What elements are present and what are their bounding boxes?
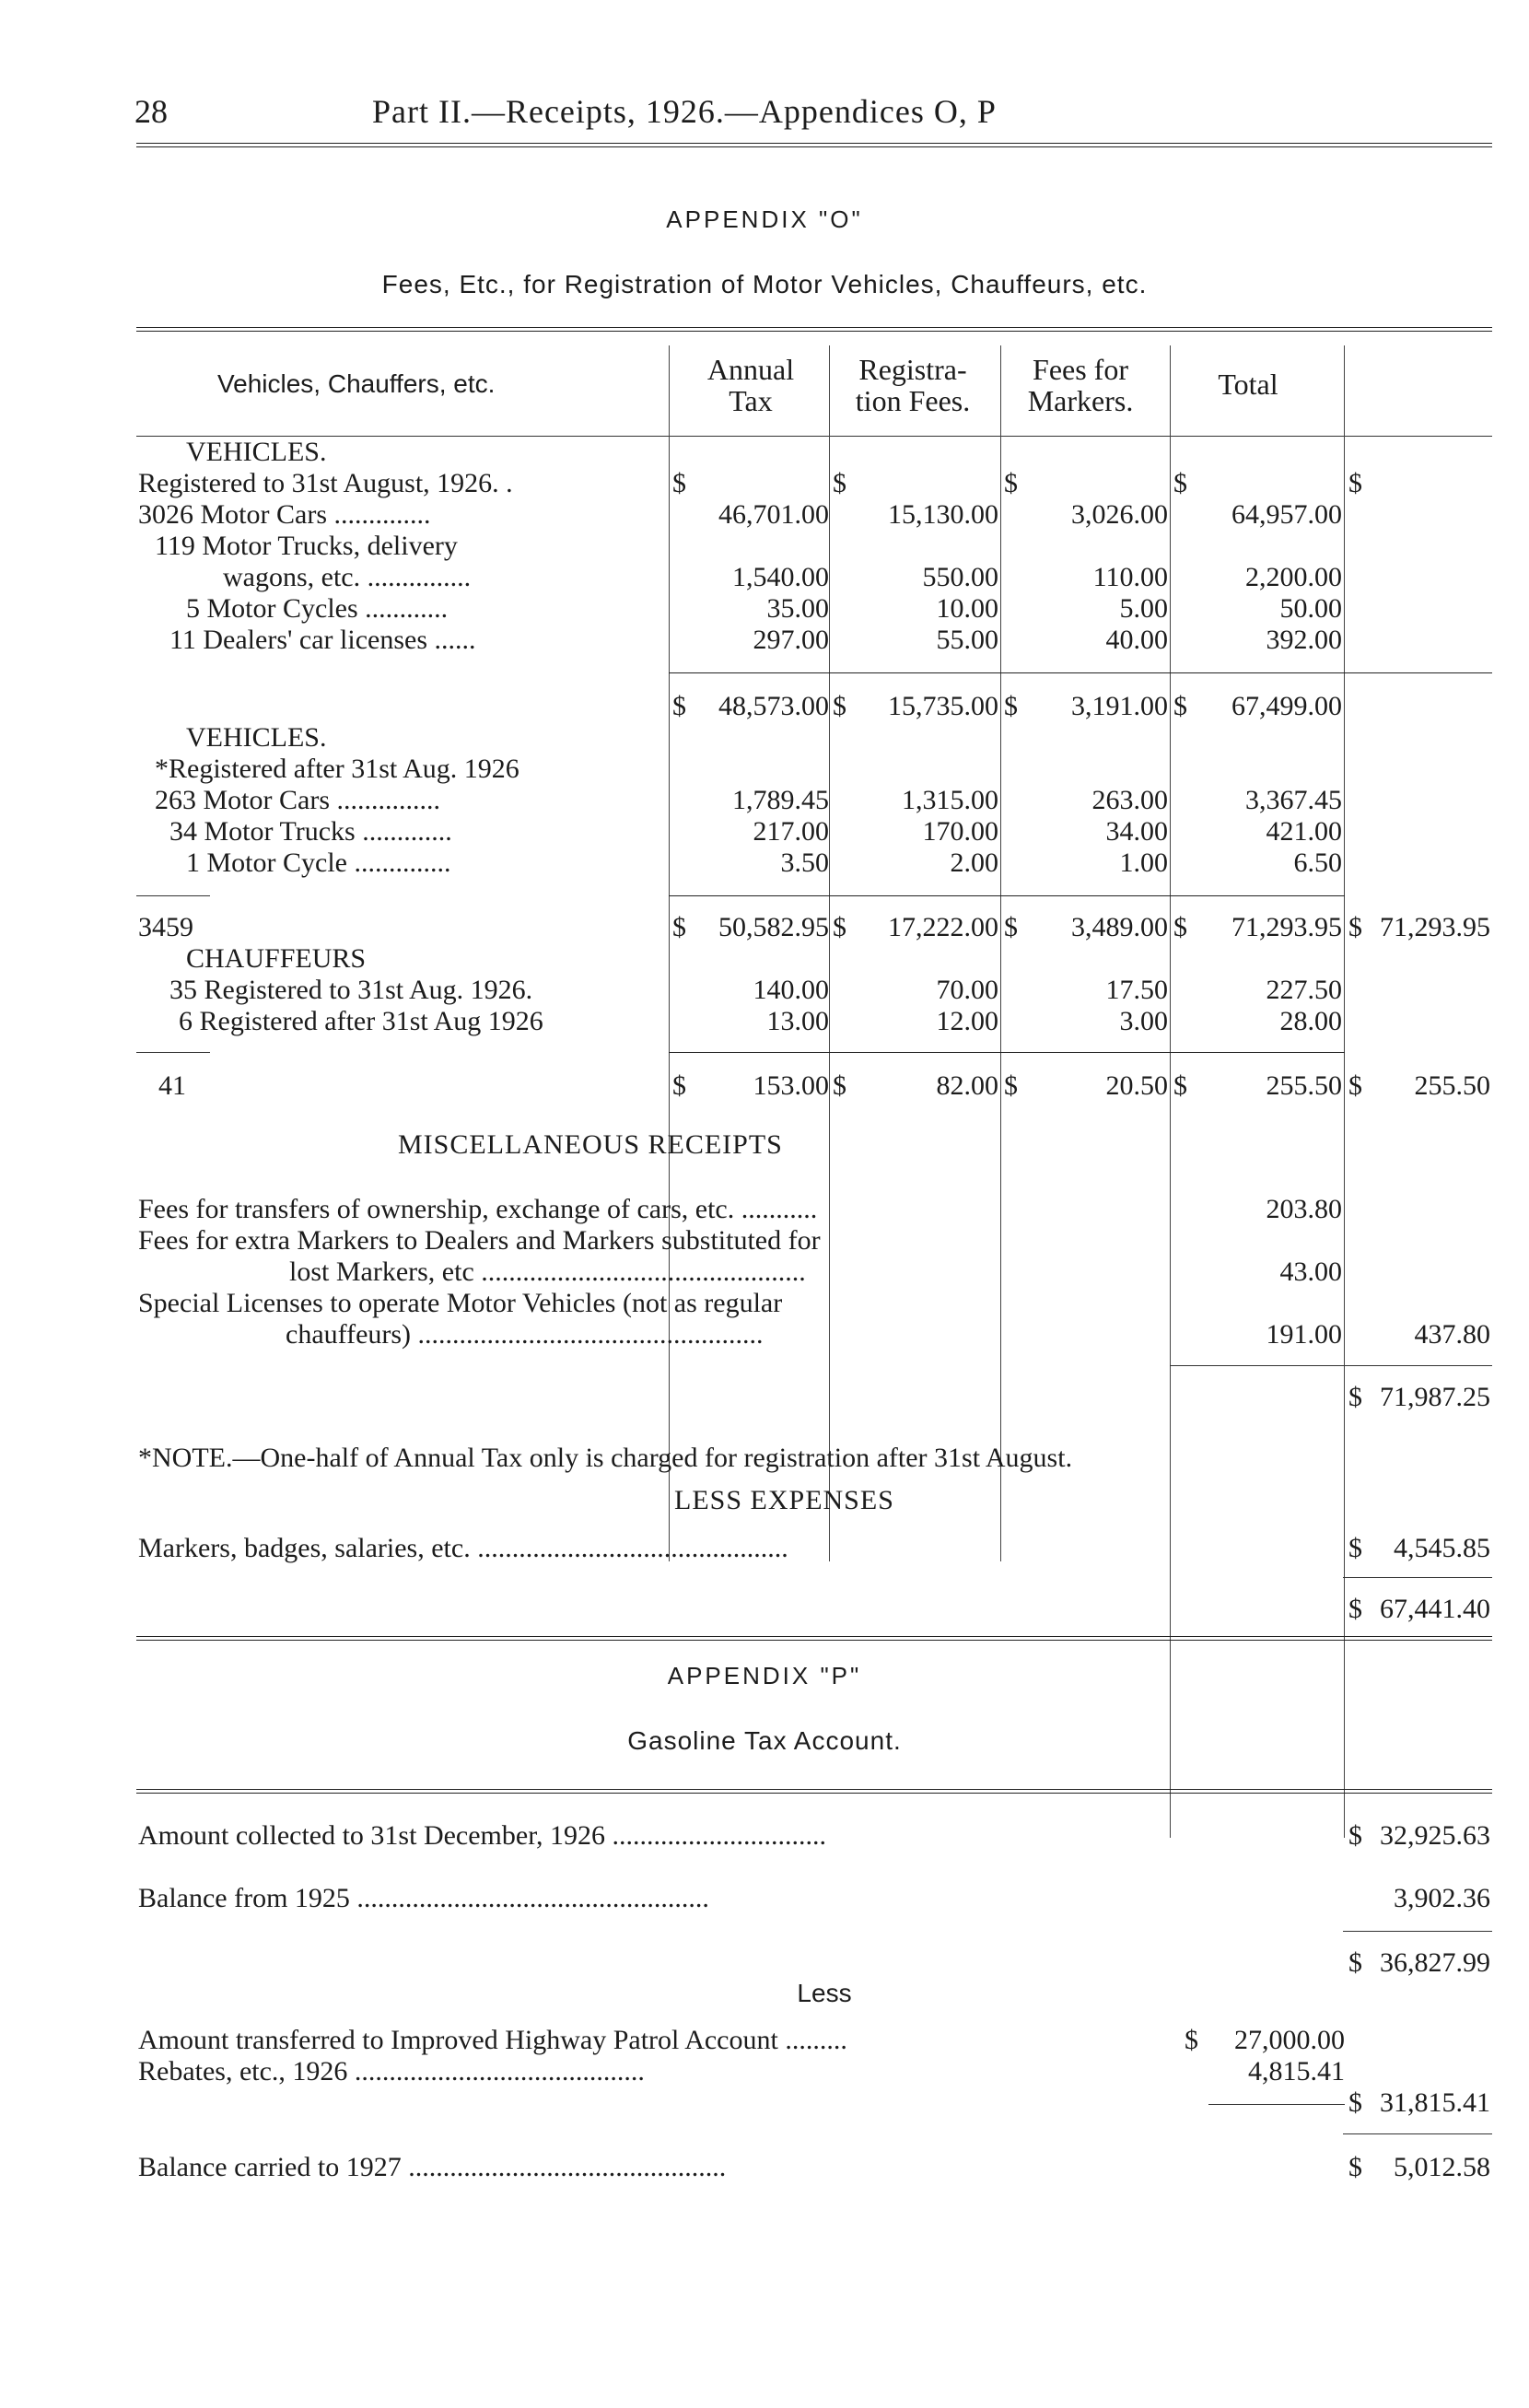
currency-sign: $: [1348, 2087, 1362, 2118]
currency-sign: $: [1348, 1947, 1362, 1978]
table-row-label: 3026 Motor Cars ..............: [138, 499, 431, 530]
currency-sign: $: [833, 912, 846, 942]
currency-sign: $: [672, 1070, 686, 1101]
chauffeurs-registration: 82.00: [936, 1070, 998, 1101]
subtotal-registration: 15,735.00: [888, 691, 998, 721]
currency-sign: $: [1004, 1070, 1018, 1101]
currency-sign: $: [672, 912, 686, 942]
transferred-amount: 27,000.00: [1234, 2025, 1345, 2055]
currency-sign: $: [1173, 691, 1187, 721]
misc-row-label: Fees for transfers of ownership, exchange of cars, etc. ...........: [138, 1194, 818, 1224]
currency-sign: $: [1173, 468, 1187, 498]
net-total: 67,441.40: [1380, 1594, 1490, 1624]
currency-sign: $: [1348, 912, 1362, 942]
misc-amount: 191.00: [1266, 1319, 1342, 1350]
markers-cell: 110.00: [1092, 562, 1168, 592]
grand-rule: [1170, 1365, 1492, 1366]
rebates-label: Rebates, etc., 1926 ..........................................: [138, 2056, 645, 2087]
registration-cell: 550.00: [922, 562, 998, 592]
currency-sign: $: [1173, 912, 1187, 942]
collected-amount: 32,925.63: [1380, 1820, 1490, 1851]
total-cell: 50.00: [1279, 593, 1342, 624]
currency-sign: $: [1348, 1820, 1362, 1851]
currency-sign: $: [1185, 2025, 1198, 2055]
currency-sign: $: [672, 468, 686, 498]
total-cell: 28.00: [1279, 1006, 1342, 1036]
column-header-registration: Registra-: [858, 353, 967, 386]
annual-tax-cell: 1,789.45: [732, 785, 829, 815]
total-cell: 392.00: [1266, 625, 1342, 655]
chauffeurs-markers: 20.50: [1105, 1070, 1168, 1101]
annual-tax-cell: 140.00: [753, 975, 829, 1005]
page: 28 Part II.—Receipts, 1926.—Appendices O, P APPENDIX "O" Fees, Etc., for Registration of Motor Vehicles, Chauffeurs, etc. Vehicles, Chauffers, etc. Annual Tax Registra- tion Fees. Fees for Markers. Total VEHICLES. Registered to 31st August, 1926. . $ $ $ $ $ 3026 Motor Cars .............. 46,701.00 15,130.00 3,026.00 64,957.00 119 Motor Trucks, delivery wagons, etc. ............... 1,540.00 550.00 110.00 2,200.00 5 Motor Cycles ............ 35.00 10.00 5.00 50.00 11 Dealers' car licenses ...... 297.00 55.00 40.00 392.00 $ 48,573.00 $ 15,735.00 $ 3,191.00 $ 67,499.00 VEHICLES. *Registered after 31st Aug. 1926 263 Motor Cars ............... 1,789.45 1,315.00 263.00 3,367.45 34 Motor Trucks ............. 217.00 170.00 34.00 421.00 1 Motor Cycle .............. 3.50 2.00 1.00 6.50 3459 $ 50,582.95 $ 17,222.00 $ 3,489.00 $ 71,293.95 $ 71,293.95 CHAUFFEURS 35 Registered to 31st Aug. 1926. 140.00 70.00 17.50 227.50 6 Registered after 31st Aug 1926 13.00 12.00 3.00 28.00 41 $ 153.00 $ 82.00 $ 20.50 $ 255.50 $ 255.50 MISCELLANEOUS RECEIPTS Fees for transfers of ownership, exchange of cars, etc. ........... 203.80 Fees for extra Markers to Dealers and Markers substituted for lost Markers, etc ............................................... 43.00 Special Licenses to operate Motor Vehicles (not as regular chauffeurs) .................................................. 191.00 437.80 $ 71,987.25 *NOTE.—One-half of Annual Tax only is charged for registration after 31st August. LESS EXPENSES Markers, badges, salaries, etc. ............................................. $ 4,545.85 $ 67,441.40 APPENDIX "P" Gasoline Tax Account. Amount collected to 31st December, 1926 ............................... $ 32,925.63 Balance from 1925 ................................................... 3,902.36 $ 36,827.99 Less Amount transferred to Improved Highway Patrol Account ......... $ 27,000.00 Rebates, etc., 1926 .......................................... 4,815.41 $ 31,815.41 Balance carried to 1927 .............................................. $ 5,012.58: [0, 0, 1529, 2408]
table-row-label: 34 Motor Trucks .............: [169, 816, 452, 847]
markers-cell: 5.00: [1119, 593, 1168, 624]
grand-column-vehicles: 71,293.95: [1380, 912, 1490, 942]
sub-label: *Registered after 31st Aug. 1926: [155, 754, 519, 784]
annual-tax-cell: 217.00: [753, 816, 829, 847]
column-header-annual-tax: Annual: [706, 353, 795, 386]
appendix-p-subtitle: Gasoline Tax Account.: [627, 1726, 902, 1755]
currency-sign: $: [833, 468, 846, 498]
table-row-label: 6 Registered after 31st Aug 1926: [179, 1006, 543, 1036]
annual-tax-cell: 3.50: [780, 847, 829, 878]
net-rule: [1343, 1577, 1492, 1578]
currency-sign: $: [1348, 1382, 1362, 1412]
vehicles-count: 3459: [138, 912, 193, 942]
grand-column-chauffeurs: 255.50: [1414, 1070, 1490, 1101]
total-cell: 64,957.00: [1231, 499, 1342, 530]
carried-label: Balance carried to 1927 ..............................................: [138, 2152, 727, 2182]
header-rule: [136, 143, 1492, 147]
section-label-vehicles: VEHICLES.: [186, 437, 327, 467]
chauffeurs-total: 255.50: [1266, 1070, 1342, 1101]
subtotal-rule: [669, 672, 1492, 673]
currency-sign: $: [1348, 2152, 1362, 2182]
markers-cell: 40.00: [1105, 625, 1168, 655]
section-label-vehicles: VEHICLES.: [186, 722, 327, 753]
currency-sign: $: [833, 1070, 846, 1101]
registration-cell: 1,315.00: [902, 785, 998, 815]
currency-sign: $: [1004, 691, 1018, 721]
annual-tax-cell: 46,701.00: [718, 499, 829, 530]
total-cell: 421.00: [1266, 816, 1342, 847]
currency-sign: $: [1348, 1070, 1362, 1101]
registration-cell: 15,130.00: [888, 499, 998, 530]
misc-row-label: Fees for extra Markers to Dealers and Markers substituted for: [138, 1225, 821, 1256]
currency-sign: $: [1004, 468, 1018, 498]
annual-tax-cell: 297.00: [753, 625, 829, 655]
table-row-label: 5 Motor Cycles ............: [186, 593, 449, 624]
misc-amount: 203.80: [1266, 1194, 1342, 1224]
annual-tax-cell: 1,540.00: [732, 562, 829, 592]
total-markers: 3,489.00: [1071, 912, 1168, 942]
table-row-label: 119 Motor Trucks, delivery: [155, 531, 458, 561]
total-cell: 6.50: [1293, 847, 1342, 878]
less-label: Less: [797, 1979, 852, 2007]
chauffeurs-tax: 153.00: [753, 1070, 829, 1101]
table-row-label: 11 Dealers' car licenses ......: [169, 625, 476, 655]
table-row-label: 1 Motor Cycle ..............: [186, 847, 451, 878]
grand-total: 71,987.25: [1380, 1382, 1490, 1412]
registration-cell: 55.00: [936, 625, 998, 655]
total-registration: 17,222.00: [888, 912, 998, 942]
total-rule: [669, 895, 1345, 896]
appendix-o-heading: APPENDIX "O": [666, 205, 863, 233]
footnote: *NOTE.—One-half of Annual Tax only is charged for registration after 31st August.: [138, 1443, 1073, 1473]
less-rule: [1208, 2104, 1345, 2105]
transferred-label: Amount transferred to Improved Highway Patrol Account .........: [138, 2025, 847, 2055]
currency-sign: $: [833, 691, 846, 721]
total-rule: [669, 1052, 1345, 1053]
sub-label: Registered to 31st August, 1926. .: [138, 468, 513, 498]
total-cell: 3,367.45: [1245, 785, 1342, 815]
currency-sign: $: [1348, 1533, 1362, 1563]
total-cell: 227.50: [1266, 975, 1342, 1005]
section-divider: [136, 1636, 1492, 1641]
chauffeurs-count: 41: [158, 1070, 186, 1101]
final-rule: [1343, 2133, 1492, 2134]
collected-label: Amount collected to 31st December, 1926 ...............................: [138, 1820, 826, 1851]
expenses-amount: 4,545.85: [1394, 1533, 1490, 1563]
appendix-o-subtitle: Fees, Etc., for Registration of Motor Vehicles, Chauffeurs, etc.: [381, 270, 1148, 298]
carried-amount: 5,012.58: [1394, 2152, 1490, 2182]
table-row-label: 263 Motor Cars ...............: [155, 785, 440, 815]
markers-cell: 17.50: [1105, 975, 1168, 1005]
registration-cell: 2.00: [950, 847, 998, 878]
total-cell: 2,200.00: [1245, 562, 1342, 592]
currency-sign: $: [672, 691, 686, 721]
less-total: 31,815.41: [1380, 2087, 1490, 2118]
total-tax: 50,582.95: [718, 912, 829, 942]
column-header-markers: Fees for: [1033, 353, 1128, 386]
header-bottom-rule: [136, 436, 1492, 437]
rebates-amount: 4,815.41: [1248, 2056, 1345, 2087]
markers-cell: 3,026.00: [1071, 499, 1168, 530]
markers-cell: 3.00: [1119, 1006, 1168, 1036]
table-row-label: wagons, etc. ...............: [223, 562, 472, 592]
subtotal-tax: 48,573.00: [718, 691, 829, 721]
column-header-category: Vehicles, Chauffers, etc.: [217, 369, 496, 398]
column-separator: [669, 345, 670, 1561]
expenses-label: Markers, badges, salaries, etc. .............................................: [138, 1533, 788, 1563]
count-rule: [136, 1052, 210, 1053]
registration-cell: 12.00: [936, 1006, 998, 1036]
balance-1925-amount: 3,902.36: [1394, 1883, 1490, 1913]
subtotal-rule: [1343, 1931, 1492, 1932]
currency-sign: $: [1004, 912, 1018, 942]
currency-sign: $: [1173, 1070, 1187, 1101]
markers-cell: 34.00: [1105, 816, 1168, 847]
balance-1925-label: Balance from 1925 ...................................................: [138, 1883, 709, 1913]
registration-cell: 10.00: [936, 593, 998, 624]
column-header-total: Total: [1218, 368, 1278, 401]
less-expenses-heading: LESS EXPENSES: [674, 1485, 894, 1515]
table-row-label: 35 Registered to 31st Aug. 1926.: [169, 975, 533, 1005]
page-number: 28: [134, 93, 168, 130]
annual-tax-cell: 13.00: [766, 1006, 829, 1036]
subtotal-total: 67,499.00: [1231, 691, 1342, 721]
misc-row-label: Special Licenses to operate Motor Vehicles (not as regular: [138, 1288, 783, 1318]
misc-heading: MISCELLANEOUS RECEIPTS: [398, 1129, 783, 1160]
appendix-p-heading: APPENDIX "P": [667, 1662, 862, 1689]
count-rule: [136, 895, 210, 896]
misc-amount: 43.00: [1279, 1257, 1342, 1287]
currency-sign: $: [1348, 468, 1362, 498]
registration-cell: 70.00: [936, 975, 998, 1005]
table-top-rule: [136, 327, 1492, 332]
currency-sign: $: [1348, 1594, 1362, 1624]
markers-cell: 263.00: [1091, 785, 1168, 815]
running-title: Part II.—Receipts, 1926.—Appendices O, P: [372, 93, 997, 130]
total-total: 71,293.95: [1231, 912, 1342, 942]
section-label-chauffeurs: CHAUFFEURS: [186, 943, 367, 974]
gasoline-subtotal: 36,827.99: [1380, 1947, 1490, 1978]
annual-tax-cell: 35.00: [766, 593, 829, 624]
subtotal-markers: 3,191.00: [1071, 691, 1168, 721]
registration-cell: 170.00: [922, 816, 998, 847]
misc-grand: 437.80: [1414, 1319, 1490, 1350]
table-top-rule: [136, 1789, 1492, 1794]
markers-cell: 1.00: [1119, 847, 1168, 878]
